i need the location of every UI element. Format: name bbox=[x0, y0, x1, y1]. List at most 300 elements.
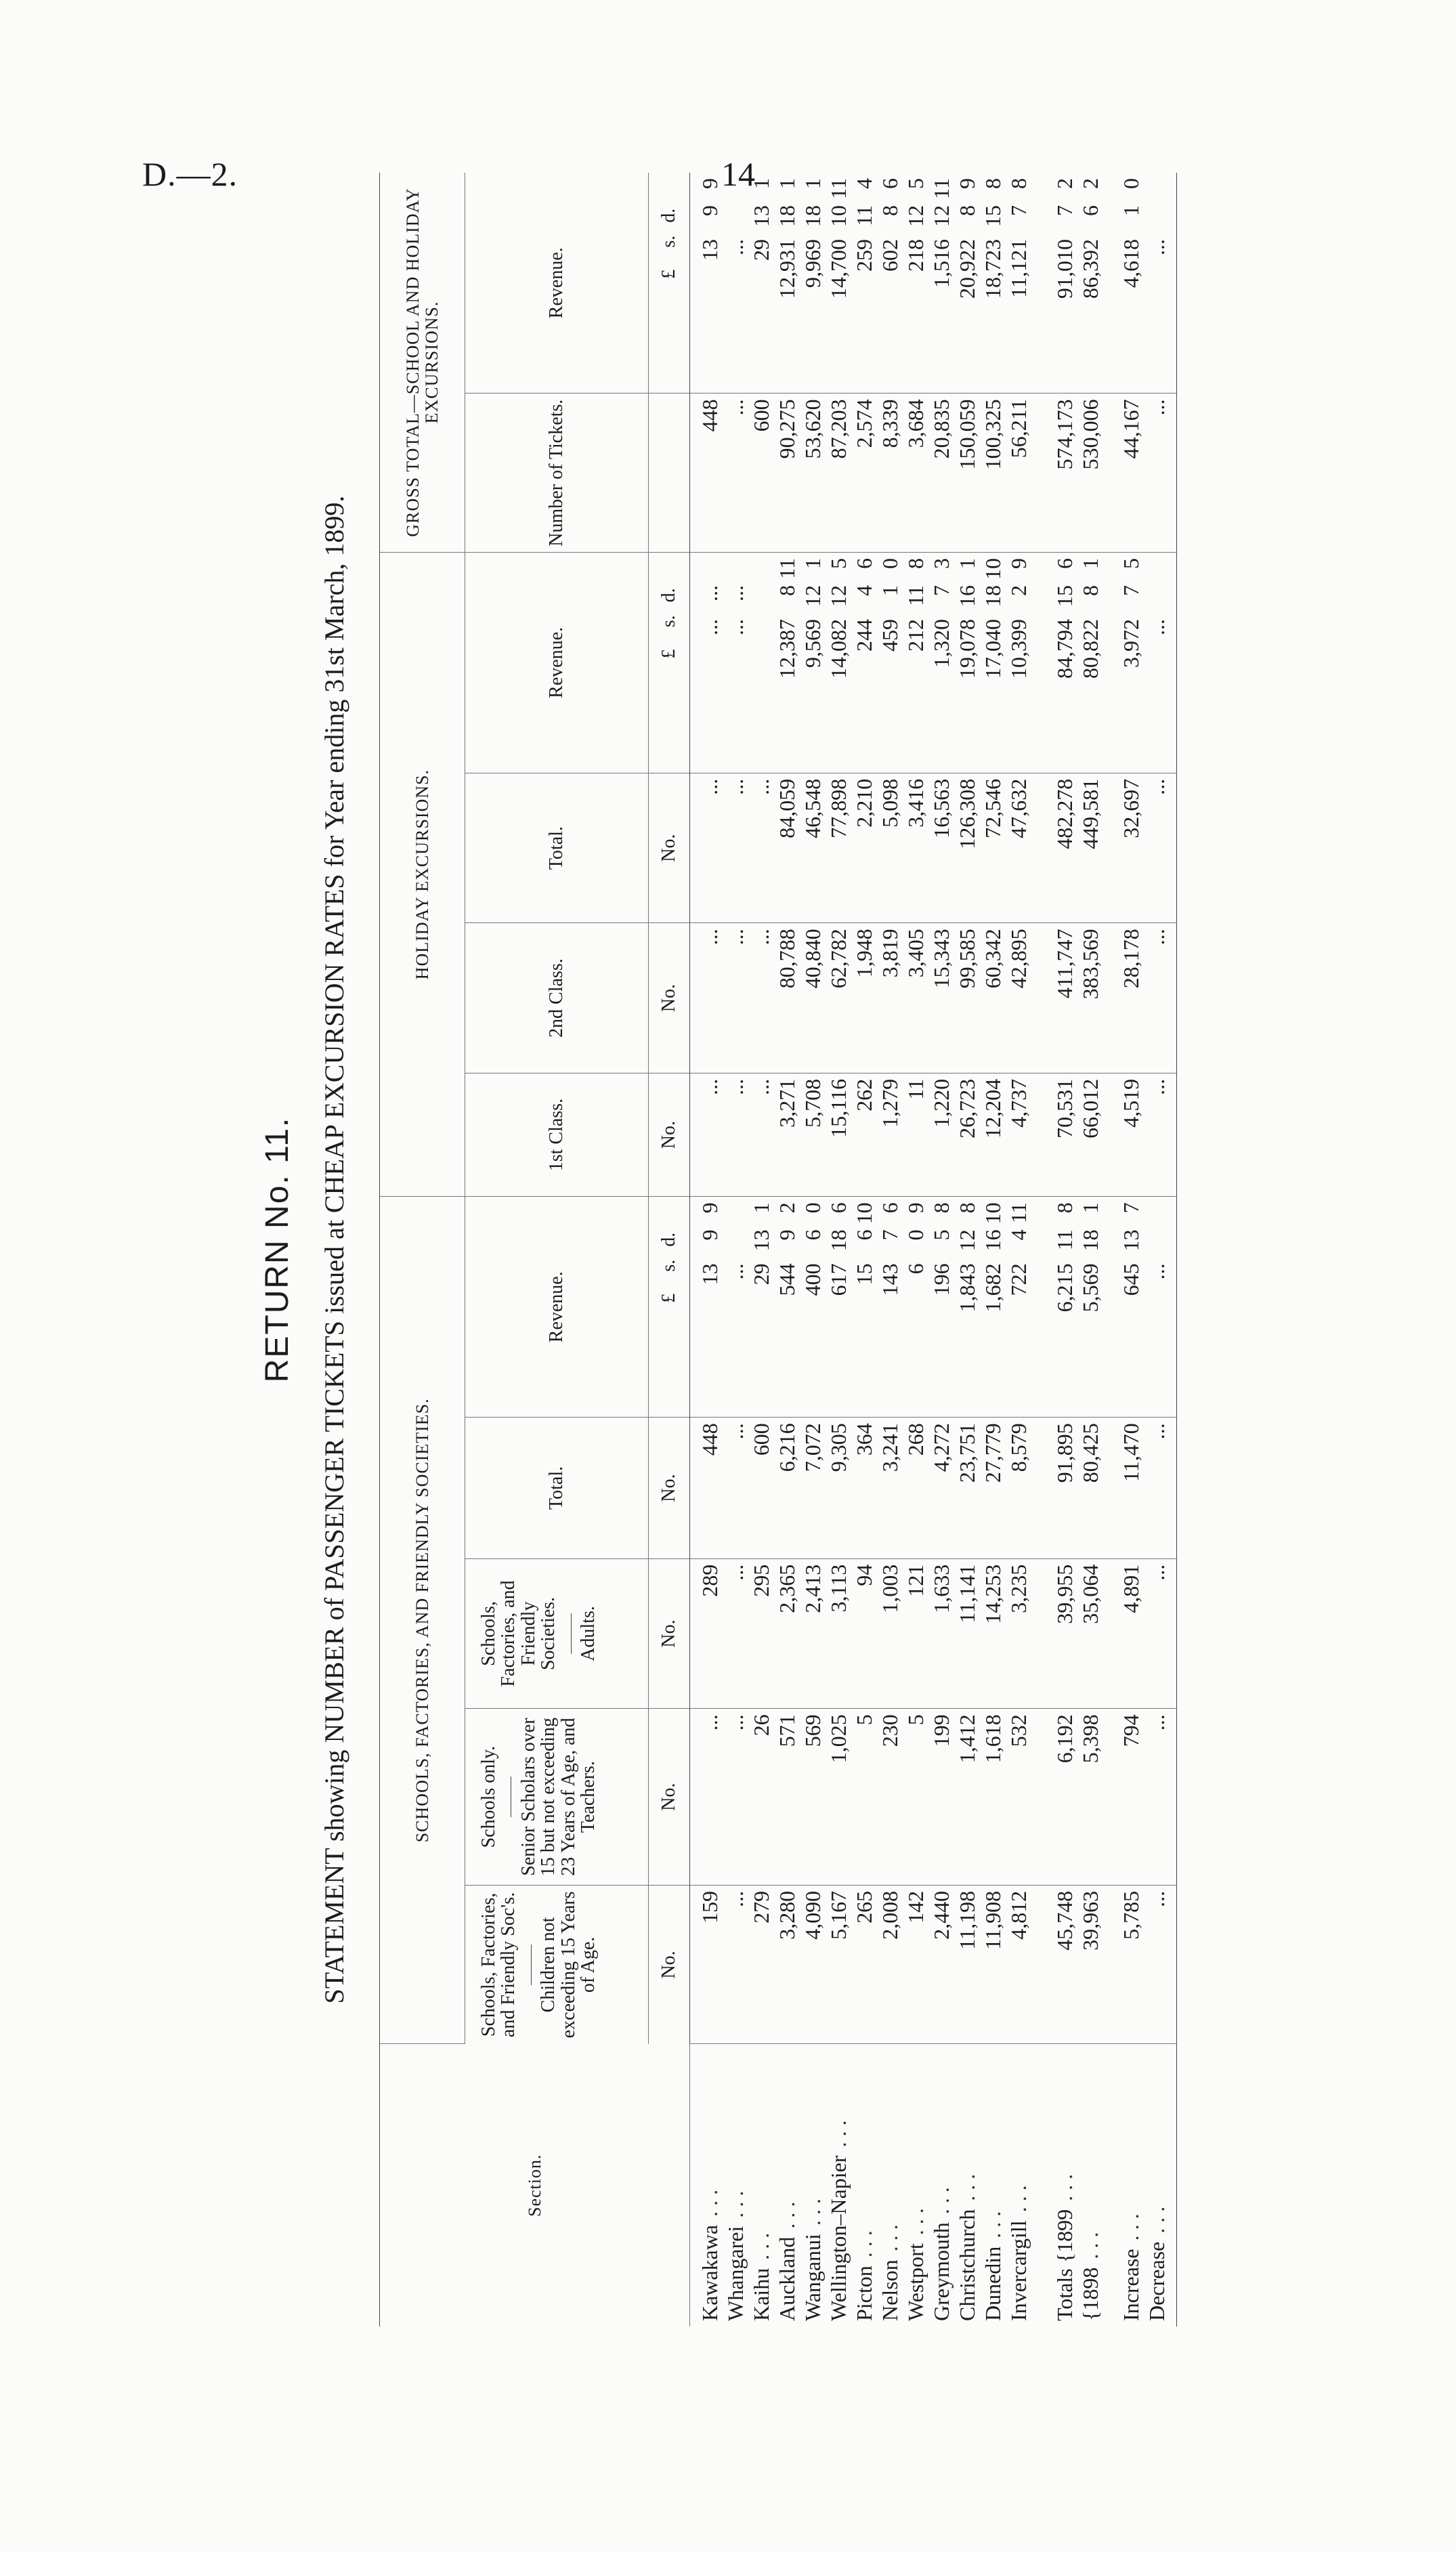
shillings: 8 bbox=[878, 205, 902, 216]
cell-g1: 87,203 bbox=[826, 394, 851, 553]
pounds: ... bbox=[723, 618, 748, 635]
leader-dots: ... bbox=[1006, 2179, 1031, 2213]
pence: 9 bbox=[1006, 557, 1031, 569]
cell-h1: ... bbox=[723, 1073, 748, 1196]
cell-c2: 5 bbox=[851, 1709, 877, 1886]
pence: 6 bbox=[878, 1202, 902, 1214]
table-row bbox=[928, 173, 954, 2326]
cell-c4: 3,241 bbox=[877, 1418, 903, 1559]
pounds: ... bbox=[1144, 239, 1169, 255]
pounds: 80,822 bbox=[1078, 618, 1102, 679]
shillings: 7 bbox=[1006, 205, 1031, 216]
unit-money bbox=[649, 1197, 690, 1418]
pence: 2 bbox=[775, 1202, 799, 1214]
cell-r1 bbox=[774, 1197, 800, 1418]
shillings: 1 bbox=[1119, 205, 1143, 216]
cell-r1 bbox=[748, 1197, 774, 1418]
cell-c4: 11,470 bbox=[1103, 1418, 1144, 1559]
shillings-label: s. bbox=[658, 615, 680, 628]
pounds: 13 bbox=[698, 239, 722, 261]
pence: 2 bbox=[1052, 178, 1077, 189]
cell-c1: 4,812 bbox=[1006, 1885, 1031, 2044]
pounds: ... bbox=[698, 618, 722, 635]
cell-c4: 7,072 bbox=[800, 1418, 826, 1559]
shillings: 11 bbox=[903, 584, 928, 606]
leader-dots: ... bbox=[903, 2203, 928, 2236]
shillings: 11 bbox=[1052, 1229, 1077, 1251]
section-name bbox=[903, 2044, 928, 2326]
pence: 1 bbox=[1078, 557, 1102, 569]
pence: 4 bbox=[852, 178, 876, 189]
pence: 5 bbox=[903, 178, 928, 189]
pence: 1 bbox=[775, 178, 799, 189]
cell-r2 bbox=[877, 552, 903, 773]
pence: 1 bbox=[955, 557, 979, 569]
cell-c2: ... bbox=[723, 1709, 748, 1886]
cell-r1 bbox=[723, 1197, 748, 1418]
section-header: Section. bbox=[380, 2044, 690, 2326]
cell-h2: 40,840 bbox=[800, 923, 826, 1073]
cell-h3: 5,098 bbox=[877, 773, 903, 923]
shillings: 12 bbox=[800, 584, 825, 607]
pence: 3 bbox=[929, 557, 954, 569]
cell-g1: 90,275 bbox=[774, 394, 800, 553]
excursion-table bbox=[379, 173, 1177, 2326]
shillings: 5 bbox=[929, 1229, 954, 1241]
cell-h2: 411,747 bbox=[1031, 923, 1077, 1073]
cell-g1: 44,167 bbox=[1103, 394, 1144, 553]
cell-r1 bbox=[954, 1197, 980, 1418]
cell-c1: 4,090 bbox=[800, 1885, 826, 2044]
cell-h1: 4,737 bbox=[1006, 1073, 1031, 1196]
cell-r1 bbox=[1144, 1197, 1177, 1418]
pounds: ... bbox=[723, 1263, 748, 1280]
gross-group-header: GROSS TOTAL—SCHOOL AND HOLIDAY EXCURSIONS. bbox=[380, 173, 465, 552]
section-label: Invercargill bbox=[1006, 2220, 1031, 2321]
pence: 11 bbox=[1006, 1202, 1031, 1224]
section-label: Kawakawa bbox=[698, 2224, 722, 2321]
pence: 5 bbox=[1119, 557, 1143, 569]
cell-c3: 2,413 bbox=[800, 1558, 826, 1709]
shillings: 6 bbox=[800, 1229, 825, 1241]
cell-c4: 4,272 bbox=[928, 1418, 954, 1559]
unit-money bbox=[649, 173, 690, 394]
cell-h1: 262 bbox=[851, 1073, 877, 1196]
cell-r1 bbox=[800, 1197, 826, 1418]
cell-r3 bbox=[690, 173, 723, 394]
rule bbox=[528, 1944, 532, 1985]
schools-group-header: SCHOOLS, FACTORIES, AND FRIENDLY SOCIETIES. bbox=[380, 1197, 465, 2044]
table-row bbox=[903, 173, 928, 2326]
pence: 11 bbox=[775, 557, 799, 579]
cell-c2: 571 bbox=[774, 1709, 800, 1886]
shillings: 2 bbox=[1006, 584, 1031, 596]
cell-h1: ... bbox=[690, 1073, 723, 1196]
unit-money bbox=[649, 552, 690, 773]
cell-g1: 150,059 bbox=[954, 394, 980, 553]
shillings: 6 bbox=[1078, 205, 1102, 216]
section-label: Auckland bbox=[775, 2236, 799, 2321]
cell-c1: 2,008 bbox=[877, 1885, 903, 2044]
cell-c1: 265 bbox=[851, 1885, 877, 2044]
cell-h2: 60,342 bbox=[980, 923, 1006, 1073]
cell-c4: 27,779 bbox=[980, 1418, 1006, 1559]
cell-c3: 94 bbox=[851, 1558, 877, 1709]
cell-h2: 3,405 bbox=[903, 923, 928, 1073]
pounds: ... bbox=[1144, 1263, 1169, 1280]
pounds: 6 bbox=[903, 1263, 928, 1275]
shillings: 12 bbox=[826, 584, 851, 607]
cell-r1 bbox=[826, 1197, 851, 1418]
shillings: 7 bbox=[878, 1229, 902, 1241]
pounds: 19,078 bbox=[955, 618, 979, 679]
cell-c4: 6,216 bbox=[774, 1418, 800, 1559]
cell-c1: 39,963 bbox=[1077, 1885, 1103, 2044]
page-number: 14 bbox=[721, 155, 755, 193]
gross-tickets-header: Number of Tickets. bbox=[465, 394, 649, 553]
shillings-label: s. bbox=[658, 1259, 680, 1272]
leader-dots: ... bbox=[749, 2227, 773, 2260]
cell-c2: ... bbox=[690, 1709, 723, 1886]
table-row bbox=[748, 173, 774, 2326]
table-row bbox=[723, 173, 748, 2326]
cell-h1: 66,012 bbox=[1077, 1073, 1103, 1196]
cell-c2: 6,192 bbox=[1031, 1709, 1077, 1886]
cell-r3 bbox=[774, 173, 800, 394]
cell-r1 bbox=[1031, 1197, 1077, 1418]
cell-g1: 574,173 bbox=[1031, 394, 1077, 553]
cell-r1 bbox=[980, 1197, 1006, 1418]
pounds: 143 bbox=[878, 1263, 902, 1296]
cell-h2: 99,585 bbox=[954, 923, 980, 1073]
cell-c1: 5,785 bbox=[1103, 1885, 1144, 2044]
shillings: 0 bbox=[903, 1229, 928, 1241]
cell-h2: 28,178 bbox=[1103, 923, 1144, 1073]
cell-c4: ... bbox=[723, 1418, 748, 1559]
cell-c3: 14,253 bbox=[980, 1558, 1006, 1709]
cell-c2: 26 bbox=[748, 1709, 774, 1886]
cell-r2 bbox=[1031, 552, 1077, 773]
shillings: 11 bbox=[852, 205, 876, 226]
pounds: 617 bbox=[826, 1263, 851, 1296]
adults-header bbox=[465, 1558, 649, 1709]
shillings: ... bbox=[723, 584, 748, 601]
shillings: 13 bbox=[749, 205, 773, 227]
pounds: 10,399 bbox=[1006, 618, 1031, 679]
shillings: 16 bbox=[981, 1229, 1005, 1252]
cell-r1 bbox=[1006, 1197, 1031, 1418]
pence: 8 bbox=[1052, 1202, 1077, 1214]
shillings: 18 bbox=[981, 584, 1005, 607]
pence: 11 bbox=[929, 178, 954, 199]
cell-h1: 26,723 bbox=[954, 1073, 980, 1196]
cell-h2: ... bbox=[748, 923, 774, 1073]
rule bbox=[568, 1613, 572, 1654]
pence: 10 bbox=[981, 1202, 1005, 1225]
adults-header-bottom: Adults. bbox=[577, 1606, 599, 1661]
pounds: 1,843 bbox=[955, 1263, 979, 1313]
shillings: 18 bbox=[1078, 1229, 1102, 1252]
table-row bbox=[1006, 173, 1031, 2326]
section-name bbox=[800, 2044, 826, 2326]
cell-r2 bbox=[690, 552, 723, 773]
pounds: 645 bbox=[1119, 1263, 1143, 1296]
cell-h3: ... bbox=[690, 773, 723, 923]
leader-dots: ... bbox=[878, 2219, 902, 2252]
cell-h2: 383,569 bbox=[1077, 923, 1103, 1073]
leader-dots: ... bbox=[1119, 2208, 1143, 2241]
pence: 6 bbox=[1052, 557, 1077, 569]
unit-no bbox=[649, 1709, 690, 1886]
cell-c4: ... bbox=[1144, 1418, 1177, 1559]
unit-row bbox=[649, 173, 690, 2326]
pence-label: d. bbox=[658, 1232, 680, 1247]
leader-dots: ... bbox=[775, 2196, 799, 2229]
pence: 6 bbox=[826, 1202, 851, 1214]
return-title: RETURN No. 11. bbox=[259, 1116, 295, 1383]
rule bbox=[508, 1777, 511, 1817]
pence: 9 bbox=[698, 178, 722, 189]
unit-no bbox=[649, 1558, 690, 1709]
cell-c3: 121 bbox=[903, 1558, 928, 1709]
cell-r1 bbox=[928, 1197, 954, 1418]
cell-c3: 1,003 bbox=[877, 1558, 903, 1709]
cell-h3: 2,210 bbox=[851, 773, 877, 923]
document-code: D.—2. bbox=[142, 155, 238, 193]
shillings: 8 bbox=[775, 584, 799, 596]
cell-c2: 794 bbox=[1103, 1709, 1144, 1886]
schools-revenue-header: Revenue. bbox=[465, 1197, 649, 1418]
pounds: 1,682 bbox=[981, 1263, 1005, 1313]
cell-c2: 5,398 bbox=[1077, 1709, 1103, 1886]
unit-no bbox=[649, 773, 690, 923]
cell-h3: 46,548 bbox=[800, 773, 826, 923]
cell-h3: 126,308 bbox=[954, 773, 980, 923]
section-label: {1898 bbox=[1078, 2267, 1102, 2321]
cell-c1: 279 bbox=[748, 1885, 774, 2044]
pounds: 17,040 bbox=[981, 618, 1005, 679]
unit-label: No. bbox=[658, 834, 680, 862]
pence: 10 bbox=[981, 557, 1005, 580]
cell-r1 bbox=[903, 1197, 928, 1418]
section-name bbox=[826, 2044, 851, 2326]
pounds: 196 bbox=[929, 1263, 954, 1296]
section-name bbox=[774, 2044, 800, 2326]
pence: 9 bbox=[955, 178, 979, 189]
pounds: 11,121 bbox=[1006, 239, 1031, 298]
leader-dots: ... bbox=[723, 2185, 748, 2218]
cell-g1: ... bbox=[723, 394, 748, 553]
shillings: 7 bbox=[1052, 205, 1077, 216]
cell-c2: ... bbox=[1144, 1709, 1177, 1886]
cell-c2: 532 bbox=[1006, 1709, 1031, 1886]
cell-r1 bbox=[877, 1197, 903, 1418]
cell-c1: ... bbox=[1144, 1885, 1177, 2044]
senior-header-bottom: Senior Scholars over 15 but not exceeding 23 Years of Age, and Teachers. bbox=[517, 1718, 599, 1877]
cell-r2 bbox=[928, 552, 954, 773]
leader-dots: ... bbox=[1052, 2168, 1077, 2201]
cell-h3: 482,278 bbox=[1031, 773, 1077, 923]
cell-r2 bbox=[903, 552, 928, 773]
cell-r3 bbox=[903, 173, 928, 394]
pounds: 5,569 bbox=[1078, 1263, 1102, 1313]
pounds: ... bbox=[1144, 618, 1169, 635]
cell-r3 bbox=[826, 173, 851, 394]
cell-r3 bbox=[851, 173, 877, 394]
cell-c2: 199 bbox=[928, 1709, 954, 1886]
section-name bbox=[1031, 2044, 1077, 2326]
senior-header-top: Schools only. bbox=[478, 1745, 499, 1848]
pence: 11 bbox=[826, 178, 851, 199]
cell-c3: 289 bbox=[690, 1558, 723, 1709]
unit-no bbox=[649, 1418, 690, 1559]
cell-h1: ... bbox=[748, 1073, 774, 1196]
cell-h2: 1,948 bbox=[851, 923, 877, 1073]
table-body bbox=[690, 173, 1177, 2326]
cell-c3: 39,955 bbox=[1031, 1558, 1077, 1709]
cell-r3 bbox=[1077, 173, 1103, 394]
shillings-label: s. bbox=[658, 235, 680, 248]
cell-c2: 1,025 bbox=[826, 1709, 851, 1886]
cell-g1: 2,574 bbox=[851, 394, 877, 553]
table-row bbox=[826, 173, 851, 2326]
cell-c1: ... bbox=[723, 1885, 748, 2044]
pence: 0 bbox=[1119, 178, 1143, 189]
cell-c4: 268 bbox=[903, 1418, 928, 1559]
table-row bbox=[800, 173, 826, 2326]
shillings: ... bbox=[698, 584, 722, 601]
cell-r2 bbox=[748, 552, 774, 773]
shillings: 15 bbox=[1052, 584, 1077, 607]
section-label: Wellington–Napier bbox=[826, 2155, 851, 2321]
cell-c1: 45,748 bbox=[1031, 1885, 1077, 2044]
shillings: 18 bbox=[800, 205, 825, 227]
leader-dots: ... bbox=[826, 2114, 851, 2148]
cell-h1: 1,279 bbox=[877, 1073, 903, 1196]
shillings: 12 bbox=[955, 1229, 979, 1252]
section-name bbox=[877, 2044, 903, 2326]
pounds: 14,700 bbox=[826, 239, 851, 299]
leader-dots: ... bbox=[929, 2182, 954, 2215]
pence: 6 bbox=[852, 557, 876, 569]
cell-h3: 3,416 bbox=[903, 773, 928, 923]
cell-h3: ... bbox=[1144, 773, 1177, 923]
first-class-header: 1st Class. bbox=[465, 1073, 649, 1196]
shillings: 12 bbox=[929, 205, 954, 227]
cell-c3: 3,235 bbox=[1006, 1558, 1031, 1709]
pence: 7 bbox=[1119, 1202, 1143, 1214]
shillings: 18 bbox=[826, 1229, 851, 1252]
section-name bbox=[851, 2044, 877, 2326]
pence: 1 bbox=[800, 557, 825, 569]
pounds: 722 bbox=[1006, 1263, 1031, 1296]
cell-c1: 142 bbox=[903, 1885, 928, 2044]
cell-r2 bbox=[1144, 552, 1177, 773]
unit-label: No. bbox=[658, 1951, 680, 1979]
cell-h1: ... bbox=[1144, 1073, 1177, 1196]
statement-title: STATEMENT showing NUMBER of PASSENGER TICKETS issued at CHEAP EXCURSION RATES for Year ending 31st March, 1899. bbox=[319, 495, 349, 2004]
adults-header-top: Schools, Factories, and Friendly Societies. bbox=[478, 1580, 559, 1687]
cell-h2: 80,788 bbox=[774, 923, 800, 1073]
gross-revenue-header: Revenue. bbox=[465, 173, 649, 394]
cell-r1 bbox=[690, 1197, 723, 1418]
cell-h2: 62,782 bbox=[826, 923, 851, 1073]
cell-g1: 3,684 bbox=[903, 394, 928, 553]
unit-label: No. bbox=[658, 1783, 680, 1811]
pounds: 29 bbox=[749, 239, 773, 261]
pence: 0 bbox=[800, 1202, 825, 1214]
holiday-total-header: Total. bbox=[465, 773, 649, 923]
cell-r3 bbox=[980, 173, 1006, 394]
pence: 8 bbox=[903, 557, 928, 569]
cell-c3: 35,064 bbox=[1077, 1558, 1103, 1709]
cell-r3 bbox=[723, 173, 748, 394]
cell-h1: 4,519 bbox=[1103, 1073, 1144, 1196]
pence-label: d. bbox=[658, 588, 680, 603]
section-label: Picton bbox=[852, 2266, 876, 2321]
pounds: 84,794 bbox=[1052, 618, 1077, 679]
section-name bbox=[1144, 2044, 1177, 2326]
section-label: Westport bbox=[903, 2243, 928, 2321]
unit-label: No. bbox=[658, 1474, 680, 1502]
cell-r1 bbox=[1077, 1197, 1103, 1418]
cell-g1: 530,006 bbox=[1077, 394, 1103, 553]
section-label: Nelson bbox=[878, 2259, 902, 2321]
cell-h1: 1,220 bbox=[928, 1073, 954, 1196]
pounds: 12,931 bbox=[775, 239, 799, 299]
section-name bbox=[954, 2044, 980, 2326]
cell-c1: 2,440 bbox=[928, 1885, 954, 2044]
pence: 6 bbox=[878, 178, 902, 189]
pounds: 14,082 bbox=[826, 618, 851, 679]
unit-label: No. bbox=[658, 983, 680, 1013]
section-label: Decrease bbox=[1144, 2241, 1169, 2321]
cell-h3: ... bbox=[723, 773, 748, 923]
pounds: ... bbox=[723, 239, 748, 255]
pounds: 259 bbox=[852, 239, 876, 272]
table-row bbox=[690, 173, 723, 2326]
cell-c4: 9,305 bbox=[826, 1418, 851, 1559]
shillings: 18 bbox=[775, 205, 799, 227]
cell-h1: 3,271 bbox=[774, 1073, 800, 1196]
cell-c2: 230 bbox=[877, 1709, 903, 1886]
section-label: Dunedin bbox=[981, 2246, 1005, 2321]
cell-h1: 12,204 bbox=[980, 1073, 1006, 1196]
cell-c1: 159 bbox=[690, 1885, 723, 2044]
pence: 9 bbox=[903, 1202, 928, 1214]
cell-c4: 600 bbox=[748, 1418, 774, 1559]
cell-h2: ... bbox=[723, 923, 748, 1073]
pounds: 29 bbox=[749, 1263, 773, 1285]
cell-h3: 72,546 bbox=[980, 773, 1006, 923]
senior-header bbox=[465, 1709, 649, 1886]
cell-h1: 15,116 bbox=[826, 1073, 851, 1196]
pence: 1 bbox=[749, 1202, 773, 1214]
cell-h3: 47,632 bbox=[1006, 773, 1031, 923]
unit-label: No. bbox=[658, 1619, 680, 1648]
cell-h2: ... bbox=[1144, 923, 1177, 1073]
cell-c1: 11,198 bbox=[954, 1885, 980, 2044]
cell-h3: ... bbox=[748, 773, 774, 923]
cell-r2 bbox=[851, 552, 877, 773]
cell-c3: ... bbox=[723, 1558, 748, 1709]
children-header bbox=[465, 1885, 649, 2044]
cell-r1 bbox=[851, 1197, 877, 1418]
unit-no bbox=[649, 1073, 690, 1196]
section-name bbox=[723, 2044, 748, 2326]
pence: 1 bbox=[749, 178, 773, 189]
pounds: 3,972 bbox=[1119, 618, 1143, 668]
